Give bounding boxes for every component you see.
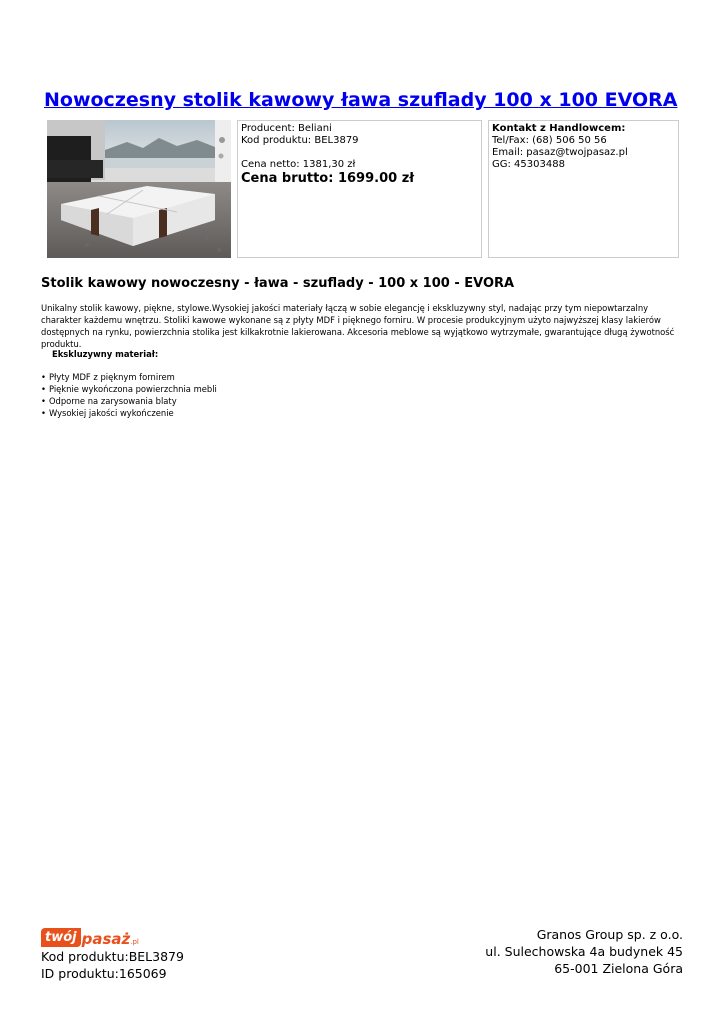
contact-phone: Tel/Fax: (68) 506 50 56 xyxy=(492,135,607,146)
footer-product-code: Kod produktu:BEL3879 xyxy=(41,949,184,964)
twojpasaz-logo xyxy=(41,925,139,947)
list-item: • Odporne na zarysowania blaty xyxy=(41,395,217,407)
net-price-text: Cena netto: 1381,30 zł xyxy=(241,159,356,170)
company-street: ul. Sulechowska 4a budynek 45 xyxy=(485,944,683,959)
logo-part2: pasaż xyxy=(81,930,131,948)
feature-list xyxy=(41,371,217,419)
description-text: Unikalny stolik kawowy, piękne, stylowe.Wysokiej jakości materiały łączą w sobie elegancję i ekskluzywny styl, nadając przy tym niepowtarzalny charakter każdemu wnętrzu. Stoliki kawowe wykonane są z płyty MDF i pięknego forniru. W procesie produkcyjnym użyto najwyższej klasy lakierów dostępnych na rynku, powierzchnia stolika jest kilkakrotnie lakierowana. Akcesoria meblowe są wyjątkowo wytrzymałe, gwarantujące długą żywotność produktu. xyxy=(41,303,675,349)
company-city: 65-001 Zielona Góra xyxy=(554,961,683,976)
footer-product-id: ID produktu:165069 xyxy=(41,966,167,981)
materials-label: Ekskluzywny materiał: xyxy=(52,349,159,359)
gross-price-text: Cena brutto: 1699.00 zł xyxy=(241,171,415,186)
contact-email: Email: pasaz@twojpasaz.pl xyxy=(492,147,628,158)
logo-part1: twój xyxy=(41,928,81,947)
list-item: • Płyty MDF z pięknym fornirem xyxy=(41,371,217,383)
contact-box xyxy=(488,120,679,258)
logo-tld: .pl xyxy=(130,938,139,946)
contact-heading: Kontakt z Handlowcem: xyxy=(492,123,626,134)
producer-text: Producent: Beliani xyxy=(241,123,332,134)
list-item: • Pięknie wykończona powierzchnia mebli xyxy=(41,383,217,395)
product-code-text: Kod produktu: BEL3879 xyxy=(241,135,359,146)
product-title-link[interactable]: Nowoczesny stolik kawowy ława szuflady 100 x 100 EVORA xyxy=(44,89,678,111)
company-name: Granos Group sp. z o.o. xyxy=(536,927,683,942)
price-info-box xyxy=(237,120,482,258)
list-item: • Wysokiej jakości wykończenie xyxy=(41,407,217,419)
footer-product-ids xyxy=(41,948,184,982)
description-heading: Stolik kawowy nowoczesny - ława - szuflady - 100 x 100 - EVORA xyxy=(41,276,515,291)
contact-gg: GG: 45303488 xyxy=(492,159,565,170)
footer-company-address xyxy=(485,926,683,977)
product-photo xyxy=(47,120,231,258)
